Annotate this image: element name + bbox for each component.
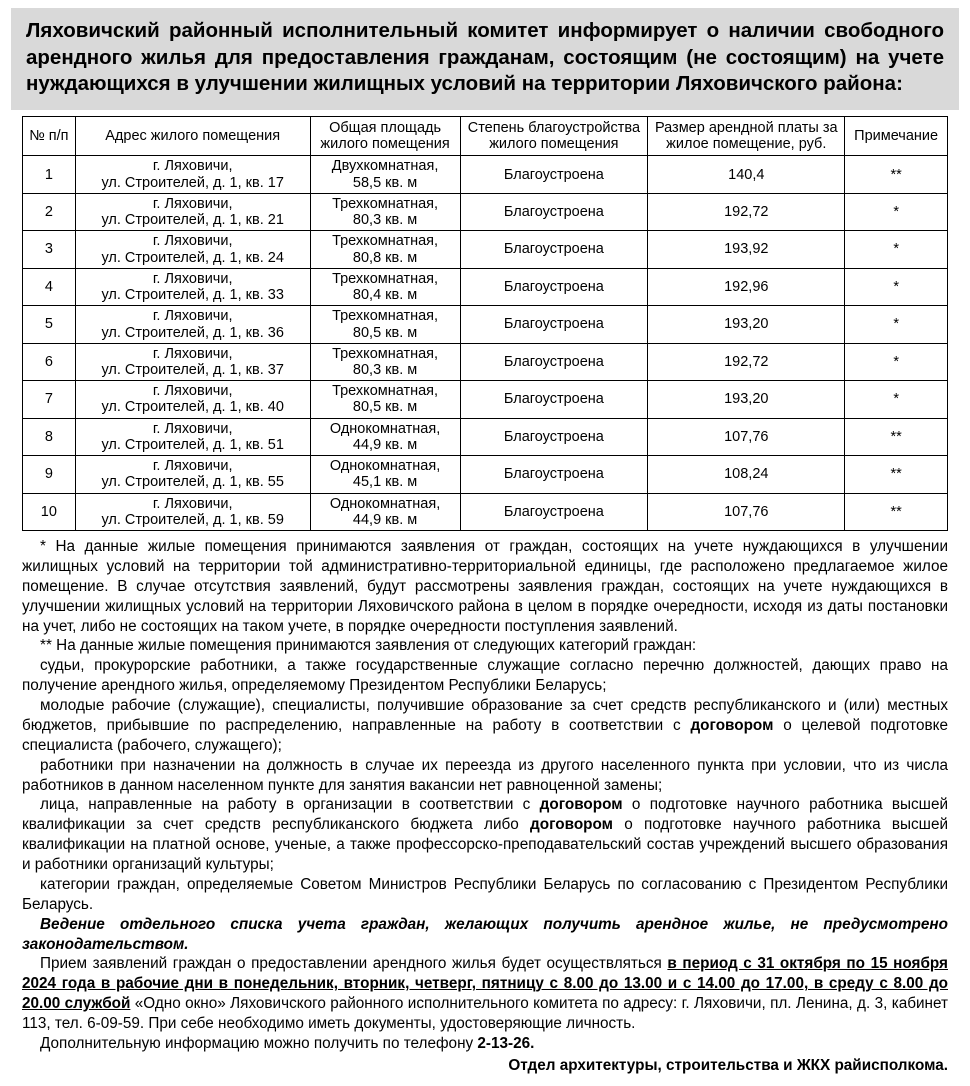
cell-comfort: Благоустроена	[460, 193, 648, 230]
cell-address: г. Ляховичи, ул. Строителей, д. 1, кв. 21	[75, 193, 310, 230]
cell-area: Однокомнатная, 45,1 кв. м	[310, 456, 460, 493]
cell-rent: 192,72	[648, 193, 845, 230]
cell-address: г. Ляховичи, ул. Строителей, д. 1, кв. 17	[75, 156, 310, 193]
cell-note: *	[845, 381, 948, 418]
cell-area: Двухкомнатная, 58,5 кв. м	[310, 156, 460, 193]
cell-num: 4	[23, 268, 76, 305]
application-period-highlight: в период с 31 октября по 15 ноября 2024 года в рабочие дни в понедельник, вторник, четверг, пятницу с 8.00 до 13.00 и с 14.00 до 17.00, в среду с 8.00 до 20.00 службой	[22, 955, 948, 1013]
cell-note: **	[845, 418, 948, 455]
cell-num: 3	[23, 231, 76, 268]
cell-address: г. Ляховичи, ул. Строителей, д. 1, кв. 55	[75, 456, 310, 493]
additional-info-paragraph: Дополнительную информацию можно получить по телефону 2-13-26.	[40, 1034, 535, 1052]
cell-rent: 193,20	[648, 381, 845, 418]
cell-area: Трехкомнатная, 80,3 кв. м	[310, 343, 460, 380]
cell-num: 5	[23, 306, 76, 343]
table-row	[23, 343, 948, 380]
cell-address: г. Ляховичи, ул. Строителей, д. 1, кв. 37	[75, 343, 310, 380]
table-row	[23, 193, 948, 230]
category-relocated-workers: работники при назначении на должность в случае их переезда из другого населенного пункта при условии, что из числа работников в данном населенном пункте для занятия вакансии нет равноценной замены;	[22, 756, 948, 794]
cell-note: **	[845, 156, 948, 193]
housing-table	[22, 116, 948, 531]
cell-area: Трехкомнатная, 80,3 кв. м	[310, 193, 460, 230]
cell-area: Трехкомнатная, 80,8 кв. м	[310, 231, 460, 268]
cell-comfort: Благоустроена	[460, 231, 648, 268]
cell-num: 6	[23, 343, 76, 380]
cell-num: 9	[23, 456, 76, 493]
cell-rent: 107,76	[648, 493, 845, 530]
table-row	[23, 306, 948, 343]
col-header-rent: Размер арендной платы за жилое помещение, руб.	[648, 116, 845, 155]
category-scientific-workers: лица, направленные на работу в организации в соответствии с договором о подготовке научного работника высшей квалификации за счет средств республиканского бюджета либо договором о подготовке научного работника высшей квалификации на платной основе, ученые, а также профессорско-преподавательский состав учреждений высшего образования и работники организаций культуры;	[22, 796, 948, 874]
table-row	[23, 231, 948, 268]
bold-term: договором	[530, 816, 613, 834]
col-header-area: Общая площадь жилого помещения	[310, 116, 460, 155]
cell-area: Однокомнатная, 44,9 кв. м	[310, 493, 460, 530]
category-judges-prosecutors: судьи, прокурорские работники, а также государственные служащие согласно перечню должностей, дающих право на получение арендного жилья, определяемому Президентом Республики Беларусь;	[22, 657, 948, 695]
table-row	[23, 268, 948, 305]
application-period-paragraph: Прием заявлений граждан о предоставлении арендного жилья будет осуществляться в период с 31 октября по 15 ноября 2024 года в рабочие дни в понедельник, вторник, четверг, пятницу с 8.00 до 13.00 и с 14.00 до 17.00, в среду с 8.00 до 20.00 службой «Одно окно» Ляховичского районного исполнительного комитета по адресу: г. Ляховичи, пл. Ленина, д. 3, кабинет 113, тел. 6-09-59. При себе необходимо иметь документы, удостоверяющие личность.	[22, 955, 948, 1033]
cell-area: Трехкомнатная, 80,4 кв. м	[310, 268, 460, 305]
col-header-address: Адрес жилого помещения	[75, 116, 310, 155]
cell-rent: 107,76	[648, 418, 845, 455]
cell-rent: 192,72	[648, 343, 845, 380]
table-row	[23, 156, 948, 193]
col-header-note: Примечание	[845, 116, 948, 155]
department-signature: Отдел архитектуры, строительства и ЖКХ райисполкома.	[508, 1056, 948, 1074]
cell-note: *	[845, 343, 948, 380]
table-row	[23, 493, 948, 530]
cell-comfort: Благоустроена	[460, 381, 648, 418]
cell-note: *	[845, 193, 948, 230]
cell-address: г. Ляховичи, ул. Строителей, д. 1, кв. 36	[75, 306, 310, 343]
phone-number: 2-13-26.	[477, 1034, 535, 1052]
cell-num: 1	[23, 156, 76, 193]
cell-note: **	[845, 493, 948, 530]
cell-comfort: Благоустроена	[460, 456, 648, 493]
cell-note: *	[845, 231, 948, 268]
category-council-of-ministers: категории граждан, определяемые Советом Министров Республики Беларусь по согласованию с Президентом Республики Беларусь.	[22, 875, 948, 913]
cell-comfort: Благоустроена	[460, 268, 648, 305]
cell-address: г. Ляховичи, ул. Строителей, д. 1, кв. 51	[75, 418, 310, 455]
cell-comfort: Благоустроена	[460, 156, 648, 193]
cell-num: 8	[23, 418, 76, 455]
footnote-double-star-intro: ** На данные жилые помещения принимаются заявления от следующих категорий граждан:	[40, 637, 697, 655]
col-header-comfort: Степень благоустройства жилого помещения	[460, 116, 648, 155]
cell-rent: 108,24	[648, 456, 845, 493]
cell-address: г. Ляховичи, ул. Строителей, д. 1, кв. 24	[75, 231, 310, 268]
cell-area: Трехкомнатная, 80,5 кв. м	[310, 381, 460, 418]
cell-address: г. Ляховичи, ул. Строителей, д. 1, кв. 33	[75, 268, 310, 305]
document-title: Ляховичский районный исполнительный комитет информирует о наличии свободного арендного жилья для предоставления гражданам, состоящим (не состоящим) на учете нуждающихся в улучшении жилищных условий на территории Ляховичского района:	[11, 8, 959, 110]
table-row	[23, 456, 948, 493]
cell-comfort: Благоустроена	[460, 493, 648, 530]
cell-num: 2	[23, 193, 76, 230]
cell-note: *	[845, 306, 948, 343]
separate-list-statement: Ведение отдельного списка учета граждан, желающих получить арендное жилье, не предусмотрено законодательством.	[22, 915, 948, 953]
cell-comfort: Благоустроена	[460, 343, 648, 380]
content-area	[22, 116, 948, 1076]
cell-note: *	[845, 268, 948, 305]
cell-note: **	[845, 456, 948, 493]
table-header-row	[23, 116, 948, 155]
bold-term: договором	[690, 716, 774, 734]
cell-num: 7	[23, 381, 76, 418]
table-row	[23, 418, 948, 455]
cell-comfort: Благоустроена	[460, 306, 648, 343]
cell-comfort: Благоустроена	[460, 418, 648, 455]
table-row	[23, 381, 948, 418]
cell-rent: 140,4	[648, 156, 845, 193]
notes-section	[22, 537, 948, 1076]
bold-term: договором	[539, 796, 623, 814]
cell-address: г. Ляховичи, ул. Строителей, д. 1, кв. 59	[75, 493, 310, 530]
category-young-specialists: молодые рабочие (служащие), специалисты, получившие образование за счет средств республиканского и (или) местных бюджетов, прибывшие по распределению, направленные на работу в соответствии с договором о целевой подготовке специалиста (рабочего, служащего);	[22, 697, 948, 754]
footnote-single-star: * На данные жилые помещения принимаются заявления от граждан, состоящих на учете нуждающихся в улучшении жилищных условий на территории той административно-территориальной единицы, где расположено предлагаемое жилое помещение. В случае отсутствия заявлений, будут рассмотрены заявления граждан, состоящих на учете нуждающихся в улучшении жилищных условий на территории Ляховичского района в целом в порядке очередности, исходя из даты постановки на учет, либо не состоящих на таком учете, в порядке очередности поступления заявлений.	[22, 538, 948, 635]
cell-area: Однокомнатная, 44,9 кв. м	[310, 418, 460, 455]
col-header-num: № п/п	[23, 116, 76, 155]
cell-address: г. Ляховичи, ул. Строителей, д. 1, кв. 40	[75, 381, 310, 418]
cell-rent: 193,92	[648, 231, 845, 268]
cell-rent: 192,96	[648, 268, 845, 305]
cell-num: 10	[23, 493, 76, 530]
cell-area: Трехкомнатная, 80,5 кв. м	[310, 306, 460, 343]
cell-rent: 193,20	[648, 306, 845, 343]
